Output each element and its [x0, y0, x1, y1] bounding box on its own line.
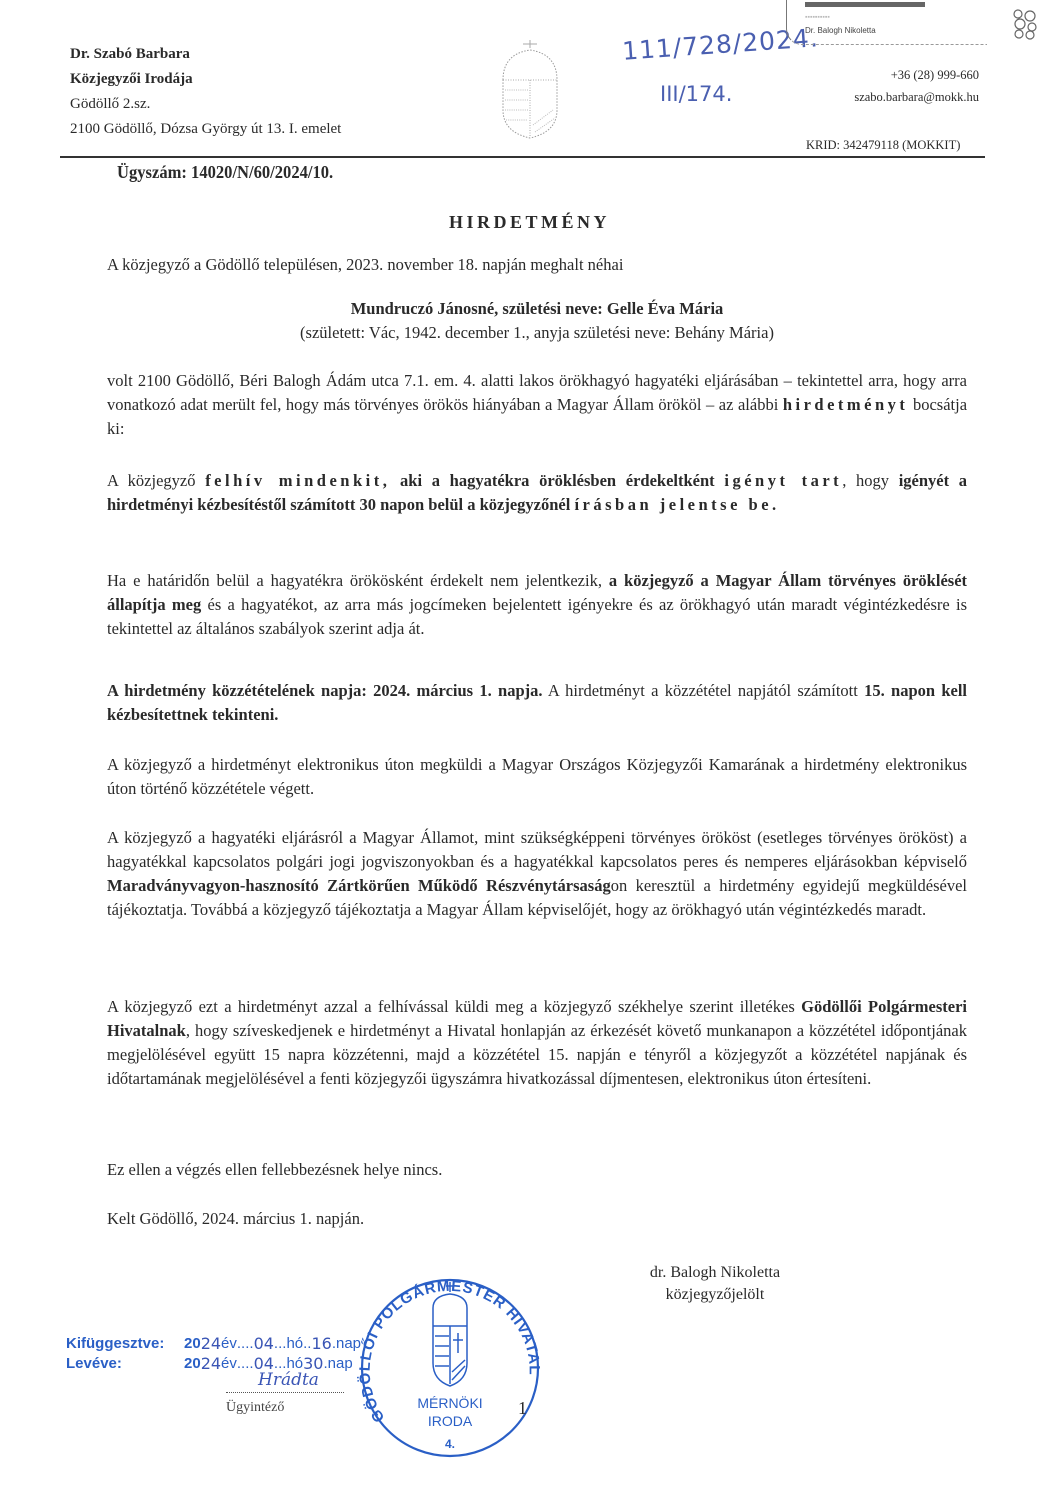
year-word: év: [221, 1335, 237, 1352]
paragraph-7: [107, 995, 967, 1091]
removed-label: Levéve:: [66, 1355, 122, 1372]
krid: KRID: 342479118 (MOKKIT): [806, 138, 961, 152]
removed-day: 30: [303, 1354, 324, 1373]
contact-block: [854, 64, 979, 108]
p4-bold: A hirdetmény közzétételének napja: 2024. március 1. napja.: [107, 681, 543, 700]
signer-name: dr. Balogh Nikoletta: [649, 1264, 781, 1281]
handwritten-file-number: [620, 18, 820, 128]
posted-day: 16: [311, 1334, 332, 1353]
p6-text: A közjegyző a hagyatéki eljárásról a Magyar Államot, mint szükségképpeni törvényes örököst (esetleges törvényes örököst) a hagyatékkal kapcsolatos polgári jogi jogviszonyokban és a hagyatékkal kapcsolatos peres és nemperes eljárásokban képviselő: [107, 828, 967, 871]
faint-line: ▪▪▪▪▪▪▪▪▪▪: [805, 14, 830, 21]
phone: +36 (28) 999-660: [890, 68, 979, 82]
seal-ring-text: GÖDÖLLŐI POLGÁRMESTER HIVATAL: [356, 1277, 543, 1426]
seal-dept-2: IRODA: [427, 1413, 473, 1429]
posted-month: 04: [253, 1334, 274, 1353]
p6-bold: Maradványvagyon-hasznosító Zártkörűen Működő Részvénytársaság: [107, 876, 611, 895]
month-word-2: hó: [286, 1355, 304, 1372]
official-seal: [355, 1268, 545, 1468]
paragraph-1: [107, 369, 967, 441]
seal-coat-of-arms-icon: [433, 1282, 467, 1386]
signer-name: Dr. Balogh Nikoletta: [805, 26, 876, 35]
redacted-line: [805, 2, 925, 7]
p3-end: és a hagyatékot, az arra más jogcímeken bejelentett igényekre és az örökhagyó után maradt végintézkedésre is tekintettel az általános szabályok szerint adja át.: [107, 595, 968, 638]
office-subtitle: Közjegyzői Irodája: [70, 71, 193, 87]
office-seat: Gödöllő 2.sz.: [70, 96, 151, 112]
p4-text: A hirdetményt a közzététel napjától számított: [547, 681, 858, 700]
signature-block: [600, 1262, 830, 1306]
e-signature-box: [786, 0, 987, 45]
posting-stamp: [66, 1334, 361, 1374]
paragraph-2: [107, 469, 967, 517]
removed-year: 24: [200, 1354, 222, 1373]
deceased-birth: (született: Vác, 1942. december 1., anyja születési neve: Behány Mária): [300, 323, 774, 342]
p7-text: A közjegyző ezt a hirdetményt azzal a felhívással küldi meg a közjegyző székhelye szerint illetékes: [107, 997, 795, 1016]
handwritten-ref-1: 111/728/2024.: [621, 23, 820, 66]
qr-code-icon: [1010, 8, 1040, 40]
p1-end: bocsátja ki:: [107, 395, 968, 438]
coat-of-arms-icon: [497, 40, 563, 140]
posted-label: Kifüggesztve:: [66, 1335, 165, 1352]
p4-bold-2: 15. napon kell kézbesítettnek tekinteni.: [107, 681, 968, 724]
paragraph-6: [107, 826, 967, 922]
deceased-name: Mundruczó Jánosné, születési neve: Gelle Éva Mária: [350, 299, 724, 318]
document-title: HIRDETMÉNY: [448, 212, 610, 232]
p1-emphasis: hirdetményt: [782, 395, 909, 414]
signer-role: közjegyzőjelölt: [665, 1286, 765, 1303]
posted-year-prefix: 20: [184, 1335, 201, 1352]
header-divider: [60, 156, 985, 158]
seal-dept-1: MÉRNÖKI: [417, 1395, 483, 1411]
clerk-label: Ügyintéző: [226, 1400, 285, 1415]
date-place: Kelt Gödöllő, 2024. március 1. napján.: [107, 1209, 365, 1228]
p3-text: Ha e határidőn belül a hagyatékra örökösként érdekelt nem jelentkezik,: [107, 571, 602, 590]
office-address: 2100 Gödöllő, Dózsa György út 13. I. emelet: [70, 121, 342, 137]
p2-emphasis-2: igényt tart: [724, 471, 843, 490]
year-word-2: év: [221, 1355, 237, 1372]
clerk-signature-line: [226, 1392, 344, 1393]
removed-month: 04: [253, 1354, 274, 1373]
p6-end: on keresztül a hirdetmény egyidejű megküldésével tájékoztatja. Továbbá a közjegyző tájékoztatja a Magyar Állam képviselőjét, hogy az örökhagyó után végintézkedés maradt.: [107, 876, 967, 919]
letterhead-left: [70, 42, 341, 142]
p7-bold: Gödöllői Polgármesteri Hivatalnak: [107, 997, 967, 1040]
removed-year-prefix: 20: [184, 1355, 201, 1372]
day-word: nap: [336, 1335, 362, 1352]
removed-row: Levéve: 20 24 év .... 04 ... hó 30 . nap: [66, 1354, 353, 1373]
p2-emphasis-3: írásban jelentse be.: [574, 495, 780, 514]
month-word: hó: [286, 1335, 304, 1352]
page-number: 1: [518, 1398, 527, 1418]
clerk-signature: Hrádta: [258, 1370, 319, 1390]
p2-text-2: , hogy: [842, 471, 889, 490]
paragraph-3: [107, 569, 967, 641]
paragraph-8: Ez ellen a végzés ellen fellebbezésnek helye nincs.: [107, 1160, 443, 1179]
p2-bold-2: igényét a hirdetményi kézbesítéstől számított 30 napon belül a közjegyzőnél: [107, 471, 968, 514]
paragraph-4: [107, 679, 967, 727]
posted-row: Kifüggesztve: 20 24 év .... 04 ... hó .. 16 . nap: [66, 1334, 362, 1353]
day-word-2: nap: [327, 1355, 353, 1372]
case-number: Ügyszám: 14020/N/60/2024/10.: [117, 162, 334, 182]
p2-bold: aki a hagyatékra öröklésben érdekeltként: [400, 471, 715, 490]
p2-text: A közjegyző: [107, 471, 196, 490]
seal-number: 4.: [444, 1437, 456, 1451]
p3-bold: a közjegyző a Magyar Állam törvényes öröklését állapítja meg: [107, 571, 968, 614]
office-name: Dr. Szabó Barbara: [70, 46, 190, 62]
p1-text: volt 2100 Gödöllő, Béri Balogh Ádám utca 7.1. em. 4. alatti lakos örökhagyó hagyatéki eljárásában – tekintettel arra, hogy arra vonatkozó adat merült fel, hogy más törvényes örökös hiányában a Magyar Állam örököl – az alábbi: [107, 371, 967, 414]
p7-end: , hogy szíveskedjenek e hirdetményt a Hivatal honlapján az érkezését követő munkanapon a közzététel időpontjának megjelölésével együtt 15 napra közzétenni, majd a közzététel 15. napján e tényről a közjegyzőt a közzététel napjának és időtartamának megjelölésével a fenti közjegyzői ügyszámra hivatkozással díjmentesen, elektronikus úton értesíteni.: [107, 1021, 967, 1088]
paragraph-5: A közjegyző a hirdetményt elektronikus úton megküldi a Magyar Országos Közjegyzői Kamarának a hirdetmény elektronikus úton történő közzététele végett.: [107, 755, 967, 798]
email-link[interactable]: szabo.barbara@mokk.hu: [854, 90, 979, 104]
intro-line: A közjegyző a Gödöllő településen, 2023. november 18. napján meghalt néhai: [107, 255, 624, 274]
posted-year: 24: [200, 1334, 222, 1353]
handwritten-ref-2: III/174.: [660, 82, 733, 106]
p2-emphasis: felhív mindenkit,: [205, 471, 391, 490]
